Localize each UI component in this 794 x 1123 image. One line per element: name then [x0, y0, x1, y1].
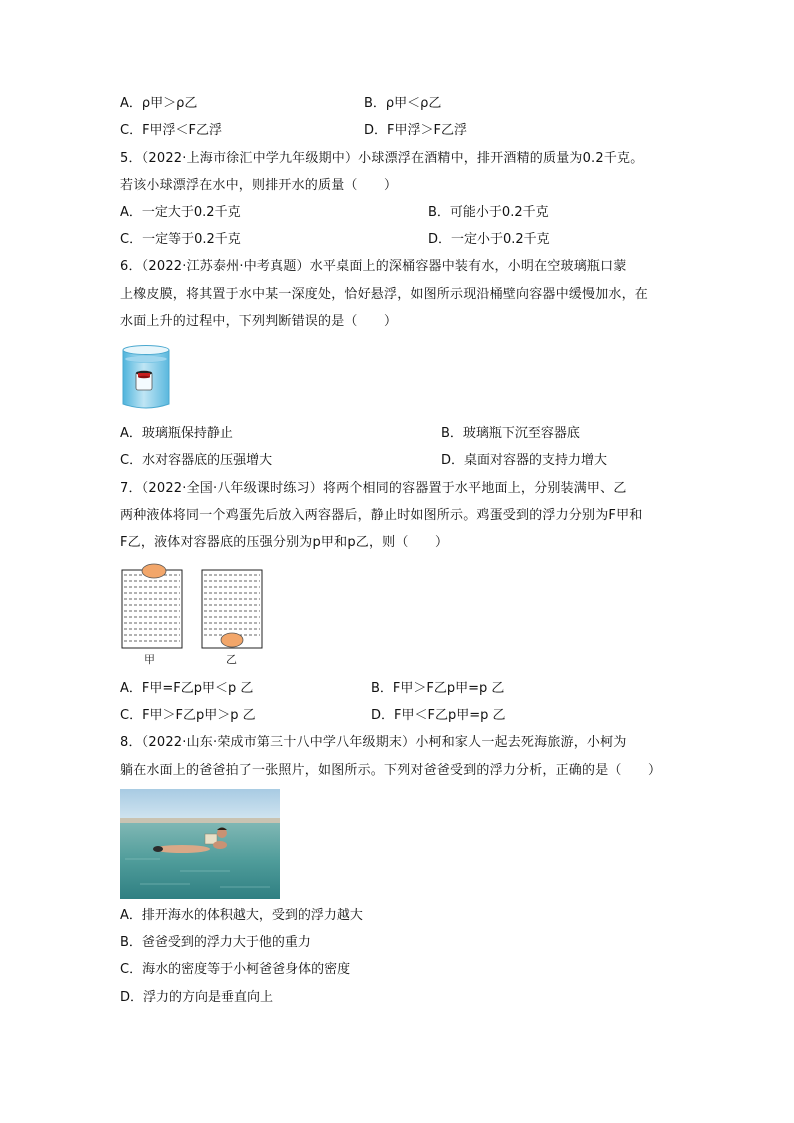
q4-option-a: A．ρ甲＞ρ乙 — [120, 96, 198, 111]
q7-option-d: D．F甲＜F乙p甲=p 乙 — [371, 708, 506, 723]
q7-option-c: C．F甲＞F乙p甲＞p 乙 — [120, 708, 256, 723]
egg-sunk — [221, 633, 243, 647]
q6-container-figure — [118, 342, 174, 412]
label-yi: 乙 — [226, 653, 237, 666]
q5-stem-line-2: 若该小球漂浮在水中，则排开水的质量（ ） — [120, 178, 398, 193]
q8-option-d: D．浮力的方向是垂直向上 — [120, 990, 274, 1005]
q6-option-b: B．玻璃瓶下沉至容器底 — [441, 426, 580, 441]
q8-option-b: B．爸爸受到的浮力大于他的重力 — [120, 935, 311, 950]
q7-stem-line-2: 两种液体将同一个鸡蛋先后放入两容器后，静止时如图所示。鸡蛋受到的浮力分别为F甲和 — [120, 508, 643, 523]
container-jia — [122, 564, 182, 648]
label-jia: 甲 — [144, 653, 155, 666]
q8-stem-line-1: 8．（2022·山东·荣成市第三十八中学八年级期末）小柯和家人一起去死海旅游，小柯为 — [120, 735, 627, 750]
q6-option-c: C．水对容器底的压强增大 — [120, 453, 273, 468]
q7-two-containers-figure — [118, 562, 268, 670]
q4-option-b: B．ρ甲＜ρ乙 — [364, 96, 442, 111]
q5-option-c: C．一定等于0.2千克 — [120, 232, 241, 247]
q4-option-d: D．F甲浮＞F乙浮 — [364, 123, 467, 138]
q8-option-a: A．排开海水的体积越大，受到的浮力越大 — [120, 908, 363, 923]
q5-option-a: A．一定大于0.2千克 — [120, 205, 241, 220]
egg-floating — [142, 564, 166, 578]
q8-dead-sea-photo — [120, 789, 280, 899]
q6-stem-line-1: 6．（2022·江苏泰州·中考真题）水平桌面上的深桶容器中装有水，小明在空玻璃瓶口蒙 — [120, 259, 627, 274]
q7-stem-line-3: F乙，液体对容器底的压强分别为p甲和p乙，则（ ） — [120, 535, 449, 550]
q7-option-a: A．F甲=F乙p甲＜p 乙 — [120, 681, 254, 696]
q7-option-b: B．F甲＞F乙p甲=p 乙 — [371, 681, 505, 696]
q7-stem-line-1: 7．（2022·全国·八年级课时练习）将两个相同的容器置于水平地面上，分别装满甲、乙 — [120, 481, 627, 496]
glass-bottle — [136, 371, 152, 390]
q6-stem-line-2: 上橡皮膜，将其置于水中某一深度处，恰好悬浮，如图所示现沿桶壁向容器中缓慢加水，在 — [120, 287, 649, 302]
q8-stem-line-2: 躺在水面上的爸爸拍了一张照片，如图所示。下列对爸爸受到的浮力分析，正确的是（ ） — [120, 763, 662, 778]
container-yi — [202, 570, 262, 648]
q4-option-c: C．F甲浮＜F乙浮 — [120, 123, 223, 138]
q6-option-d: D．桌面对容器的支持力增大 — [441, 453, 608, 468]
q8-option-c: C．海水的密度等于小柯爸爸身体的密度 — [120, 962, 351, 977]
q5-stem-line-1: 5．（2022·上海市徐汇中学九年级期中）小球漂浮在酒精中，排开酒精的质量为0.2千克。 — [120, 151, 644, 166]
q5-option-b: B．可能小于0.2千克 — [428, 205, 549, 220]
q6-option-a: A．玻璃瓶保持静止 — [120, 426, 233, 441]
q5-option-d: D．一定小于0.2千克 — [428, 232, 550, 247]
q6-stem-line-3: 水面上升的过程中，下列判断错误的是（ ） — [120, 314, 398, 329]
